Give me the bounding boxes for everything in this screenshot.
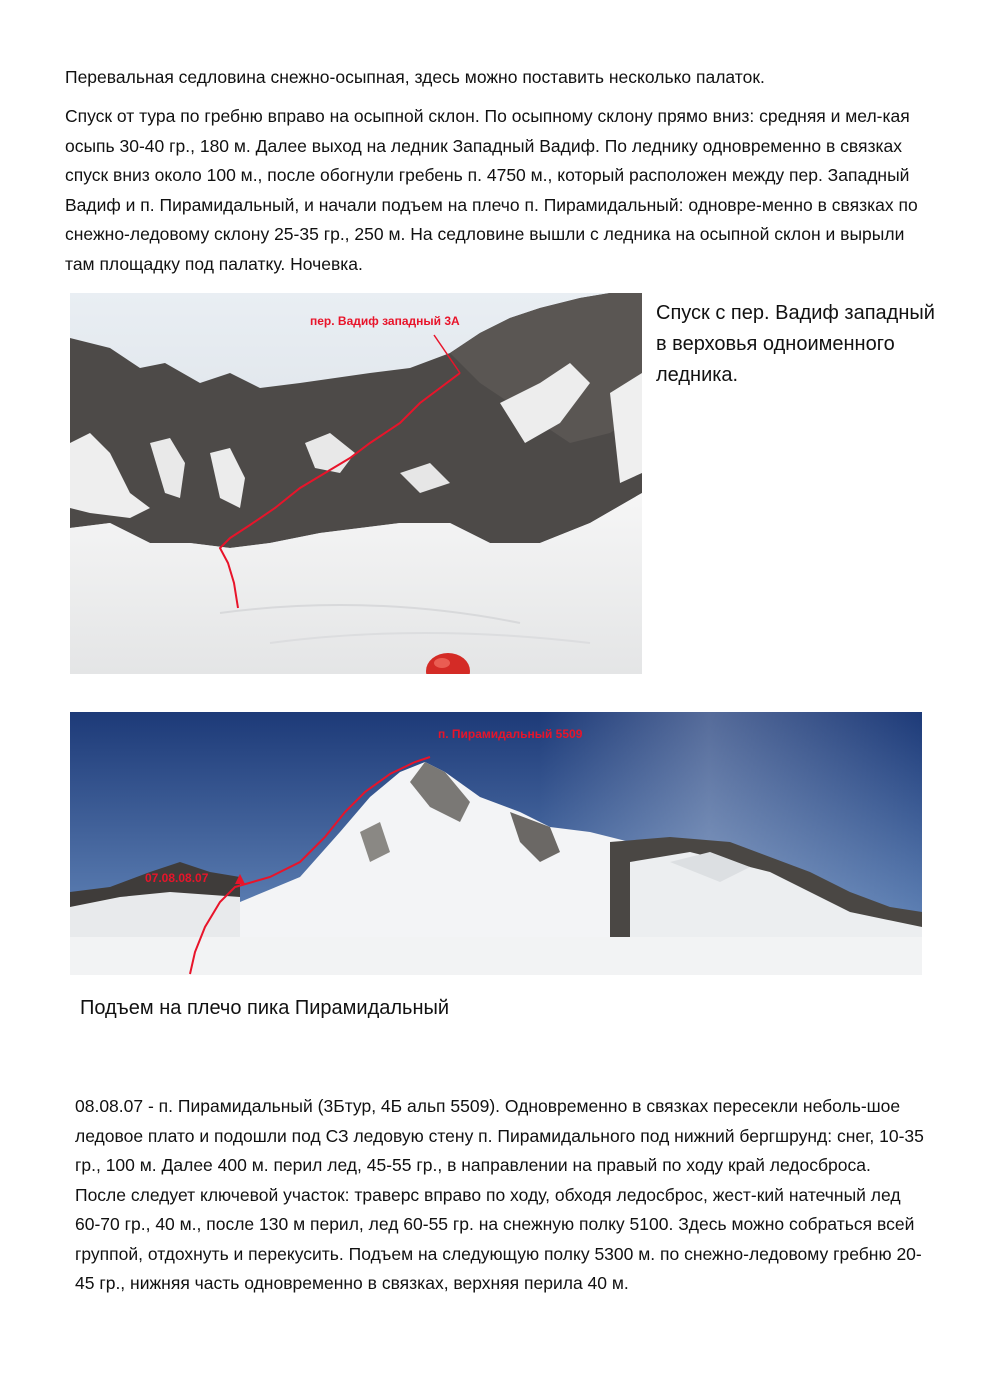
route-label-pass: пер. Вадиф западный 3А xyxy=(310,314,460,328)
photo-vadif-pass xyxy=(70,293,642,674)
paragraph-piramidalny-ascent: 08.08.07 - п. Пирамидальный (3Бтур, 4Б альп 5509). Одновременно в связках пересекли неболь-шое ледовое плато и подошли под СЗ ледовую стену п. Пирамидального под нижний бергшрунд: снег, 10-35 гр., 100 м. Далее 400 м. перил лед, 45-55 гр., в направлении на правый по ходу край ледосброса. После следует ключевой участок: траверс вправо по ходу, обходя ледосброс, жест-кий натечный лед 60-70 гр., 40 м., после 130 м перил, лед 60-55 гр. на снежную полку 5100. Здесь можно собраться всей группой, отдохнуть и перекусить. Подъем на следующую полку 5300 м. по снежно-ледовому гребню 20-45 гр., нижняя часть одновременно в связках, верхняя перила 40 м. xyxy=(75,1096,924,1293)
paragraph-saddle: Перевальная седловина снежно-осыпная, здесь можно поставить несколько палаток. xyxy=(65,67,765,87)
photo2-caption: Подъем на плечо пика Пирамидальный xyxy=(80,997,450,1019)
peak-label: п. Пирамидальный 5509 xyxy=(438,727,583,741)
photo1-caption: Спуск с пер. Вадиф западный в верховья одноименного ледника. xyxy=(656,302,935,386)
camp-date-label: 07.08.08.07 xyxy=(145,871,209,885)
photo-piramidalny-panorama xyxy=(70,712,922,975)
paragraph-descent: Спуск от тура по гребню вправо на осыпной склон. По осыпному склону прямо вниз: средняя и мел-кая осыпь 30-40 гр., 180 м. Далее выход на ледник Западный Вадиф. По леднику одновременно в связках спуск вниз около 100 м., после обогнули гребень п. 4750 м., который расположен между пер. Западный Вадиф и п. Пирамидальный, и начали подъем на плечо п. Пирамидальный: одновре-менно в связках по снежно-ледовому склону 25-35 гр., 250 м. На седловине вышли с ледника на осыпной склон и вырыли там площадку под палатку. Ночевка. xyxy=(65,106,918,274)
